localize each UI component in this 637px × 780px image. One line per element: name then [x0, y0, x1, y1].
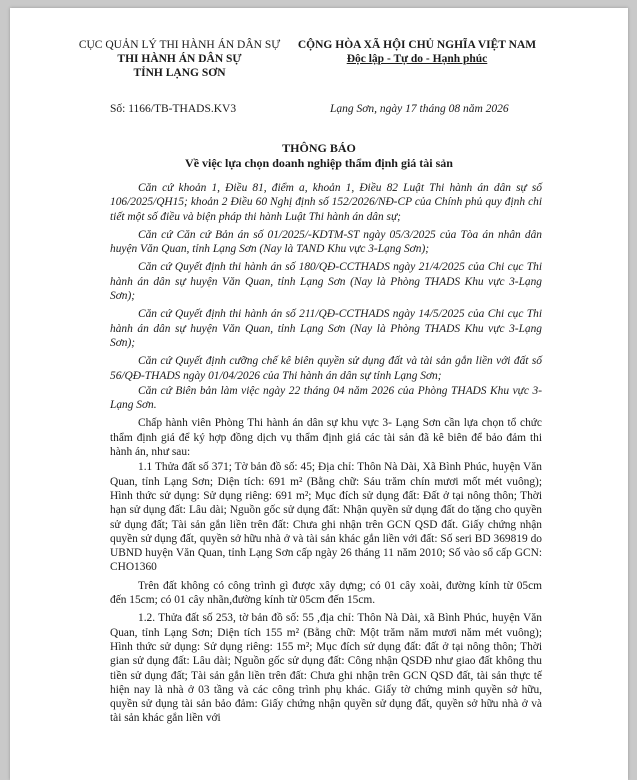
agency-line-3: TỈNH LẠNG SƠN [133, 67, 226, 79]
document-subtitle: Về việc lựa chọn doanh nghiệp thẩm định giá tài sản [185, 156, 453, 170]
document-number: Số: 1166/TB-THADS.KV3 [110, 103, 237, 115]
agency-line-2: THI HÀNH ÁN DÂN SỰ [117, 53, 242, 65]
basis-paragraph-1: Căn cứ khoản 1, Điều 81, điểm a, khoản 1, Điều 82 Luật Thi hành án dân sự số 106/2025/QH15; khoản 2 Điều 60 Nghị định số 152/2026/NĐ-CP của Chính phủ quy định chi tiết một số điều và biện pháp thi hành Luật Thi hành án dân sự; [110, 182, 542, 223]
asset-1-2-paragraph: 1.2. Thửa đất số 253, tờ bản đồ số: 55 ,địa chỉ: Thôn Nà Dài, xã Bình Phúc, huyện Văn Quan, tỉnh Lạng Sơn; Diện tích 155 m² (Bằng chữ: Một trăm năm mươi năm mét vuông); Hình thức sử dụng: Sử dụng riêng: 155 m²; Mục đích sử dụng đất: đất ở tại nông thôn; Thời gian sử dụng đất: Lâu dài; Nguồn gốc sử dụng đất: Công nhận QSDĐ như giao đất không thu tiền sử dụng đất; Tài sản gắn liền trên đất: Chưa ghi nhận trên GCN QSD đất, tài sản thực tế hiện nay là nhà ở 03 tầng và các công trình phụ khác. Giấy tờ chứng minh quyền sở hữu, quyền sử dụng tài sản bảo đảm: Giấy chứng nhận quyền sử dụng đất, quyền sở hữu nhà ở và tài sản khác gắn liền với [110, 612, 542, 725]
agency-header [62, 38, 297, 80]
nation-title: CỘNG HÒA XÃ HỘI CHỦ NGHĨA VIỆT NAM [297, 39, 537, 51]
asset-1-1-paragraph: 1.1 Thửa đất số 371; Tờ bản đồ số: 45; Địa chỉ: Thôn Nà Dài, Xã Bình Phúc, huyện Văn Quan, tỉnh Lạng Sơn; Diện tích: 691 m² (Bằng chữ: Sáu trăm chín mươi mốt mét vuông); Hình thức sử dụng: Sử dụng riêng: 691 m²; Mục đích sử dụng đất: Đất ở tại nông thôn; Thời hạn sử dụng đất: Lâu dài; Nguồn gốc sử dụng đất: Nhận quyền sử dụng đất do tặng cho quyền sử dụng đất; Tài sản gắn liền trên đất: Chưa ghi nhận trên GCN QSD đất. Giấy chứng nhận quyền sử dụng đất, quyền sở hữu nhà ở và tài sản khác gắn liền với đất: Số seri BD 369819 do UBND huyện Văn Quan, tỉnh Lạng Sơn cấp ngày 26 tháng 11 năm 2010; Số vào sổ cấp GCN: CHO1360 [110, 461, 542, 574]
national-header [282, 38, 552, 66]
asset-1-1-note: Trên đất không có công trình gì được xây dựng; có 01 cây xoài, đường kính từ 05cm đến 15cm; có 01 cây nhãn,đường kính từ 05cm đến 15cm. [110, 579, 542, 607]
basis-paragraph-6: Căn cứ Biên bản làm việc ngày 22 tháng 04 năm 2026 của Phòng THADS Khu vực 3-Lạng Sơn. [110, 384, 542, 412]
place-date: Lạng Sơn, ngày 17 tháng 08 năm 2026 [330, 103, 509, 115]
document-title: THÔNG BÁO [282, 141, 356, 155]
basis-paragraph-4: Căn cứ Quyết định thi hành án số 211/QĐ-CCTHADS ngày 14/5/2025 của Chi cục Thi hành án dân sự huyện Văn Quan, tỉnh Lạng Sơn (Nay là Phòng THADS Khu vực 3-Lạng Sơn); [110, 308, 542, 349]
basis-paragraph-2: Căn cứ Căn cứ Bản án số 01/2025/-KDTM-ST ngày 05/3/2025 của Tòa án nhân dân huyện Văn Quan, tỉnh Lạng Sơn (Nay là TAND Khu vực 3-Lạng Sơn); [110, 228, 542, 256]
document-page [10, 8, 628, 780]
agency-line-1: CỤC QUẢN LÝ THI HÀNH ÁN DÂN SỰ [78, 39, 281, 51]
basis-paragraph-3: Căn cứ Quyết định thi hành án số 180/QĐ-CCTHADS ngày 21/4/2025 của Chi cục Thi hành án dân sự huyện Văn Quan, tỉnh Lạng Sơn (Nay là Phòng THADS Khu vực 3-Lạng Sơn); [110, 261, 542, 303]
nation-motto: Độc lập - Tự do - Hạnh phúc [346, 53, 488, 65]
basis-paragraph-5: Căn cứ Quyết định cưỡng chế kê biên quyền sử dụng đất và tài sản gắn liền với đất số 56/QĐ-THADS ngày 01/04/2026 của Thi hành án dân sự tỉnh Lạng Sơn; [110, 355, 542, 382]
document-body [110, 181, 542, 730]
intro-paragraph: Chấp hành viên Phòng Thi hành án dân sự khu vực 3- Lạng Sơn cần lựa chọn tổ chức thẩm định giá để ký hợp đồng dịch vụ thẩm định giá các tài sản đã kê biên để bảo đảm thi hành án, như sau: [110, 417, 542, 459]
